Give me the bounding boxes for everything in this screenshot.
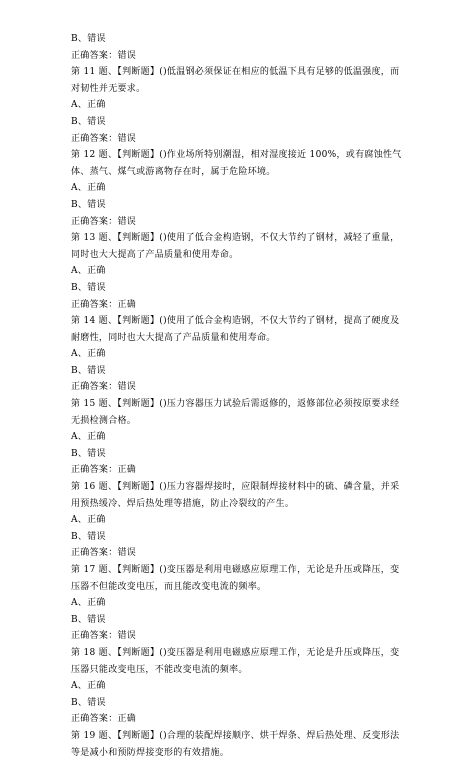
question-list <box>71 31 407 761</box>
correct-answer-line: 正确答案：错误 <box>71 216 137 227</box>
answer-option: A、正确 <box>71 183 106 194</box>
correct-answer-line: 正确答案：错误 <box>71 50 137 61</box>
question-text: 第 16 题、【判断题】()压力容器焊接时，应限制焊接材料中的硫、磷含量，并采用预热缓冷、焊后热处理等措施，防止冷裂纹的产生。 <box>71 482 400 509</box>
question-text: 第 19 题、【判断题】()合理的装配焊接顺序、烘干焊条、焊后热处理、反变形法等是减小和预防焊接变形的有效措施。 <box>71 730 400 758</box>
answer-option: B、错误 <box>71 34 106 44</box>
answer-option: B、错误 <box>71 282 106 293</box>
question-text: 第 12 题、【判断题】()作业场所特别潮湿，相对湿度接近 100%，或有腐蚀性气体、蒸气、煤气或游离物存在时，属于危险环境。 <box>71 150 402 177</box>
answer-option: A、正确 <box>71 681 106 692</box>
question-text: 第 13 题、【判断题】()使用了低合金构造钢，不仅大节约了钢材，减轻了重量，同时也大大提高了产品质量和使用寿命。 <box>71 233 400 260</box>
correct-answer-line: 正确答案：正确 <box>71 299 137 310</box>
correct-answer-line: 正确答案：正确 <box>71 465 137 476</box>
correct-answer-line: 正确答案：错误 <box>71 133 137 144</box>
answer-option: A、正确 <box>71 515 106 526</box>
answer-option: A、正确 <box>71 100 106 111</box>
answer-option: B、错误 <box>71 697 106 708</box>
question-text: 第 14 题、【判断题】()使用了低合金构造钢，不仅大节约了钢材，提高了硬度及耐磨性，同时也大大提高了产品质量和使用寿命。 <box>71 316 400 343</box>
answer-option: B、错误 <box>71 448 106 459</box>
answer-option: B、错误 <box>71 365 106 376</box>
correct-answer-line: 正确答案：正确 <box>71 714 137 725</box>
question-text: 第 17 题、【判断题】()变压器是利用电磁感应原理工作，无论是升压或降压，变压器不但能改变电压，而且能改变电流的频率。 <box>71 565 400 592</box>
correct-answer-line: 正确答案：错误 <box>71 382 137 393</box>
question-text: 第 18 题、【判断题】()变压器是利用电磁感应原理工作，无论是升压或降压，变压器只能改变电压，不能改变电流的频率。 <box>71 647 400 675</box>
answer-option: B、错误 <box>71 199 106 210</box>
answer-option: A、正确 <box>71 349 106 360</box>
correct-answer-line: 正确答案：错误 <box>71 631 137 642</box>
correct-answer-line: 正确答案：错误 <box>71 548 137 559</box>
answer-option: B、错误 <box>71 531 106 542</box>
question-text: 第 15 题、【判断题】()压力容器压力试验后需返修的，返修部位必须按原要求经无损检测合格。 <box>71 399 400 426</box>
answer-option: A、正确 <box>71 598 106 609</box>
answer-option: B、错误 <box>71 116 106 127</box>
answer-option: A、正确 <box>71 432 106 443</box>
answer-option: B、错误 <box>71 614 106 625</box>
answer-option: A、正确 <box>71 266 106 277</box>
question-text: 第 11 题、【判断题】()低温钢必须保证在相应的低温下具有足够的低温强度，而对韧性并无要求。 <box>71 67 400 94</box>
